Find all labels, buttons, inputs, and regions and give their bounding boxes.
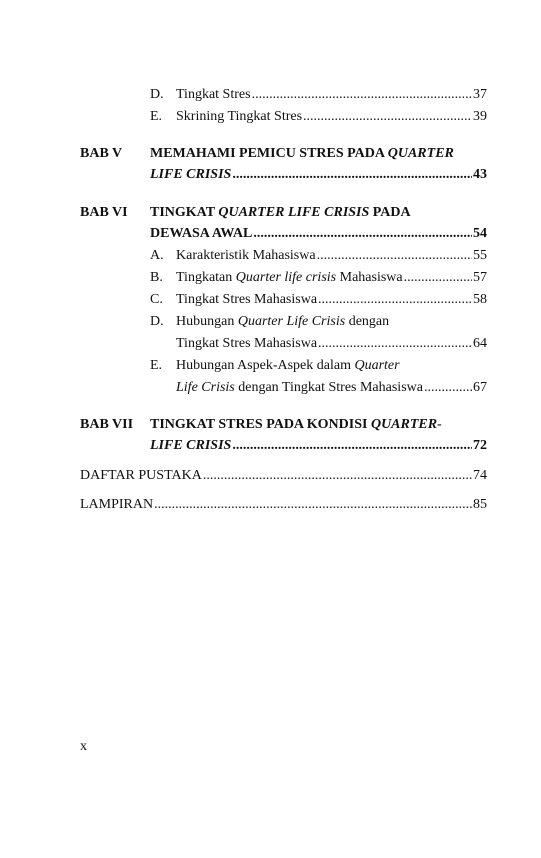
toc-item-letter: D. — [150, 314, 164, 329]
toc-entry-daftar-pustaka[interactable] — [80, 467, 487, 485]
toc-page-number: 64 — [473, 336, 487, 351]
toc-entry-bab-vi[interactable] — [150, 225, 487, 243]
toc-page-number: 55 — [473, 248, 487, 263]
toc-page-number: 58 — [473, 292, 487, 307]
toc-page-number: 43 — [473, 167, 487, 182]
dot-leader — [318, 335, 472, 353]
toc-entry-lampiran[interactable] — [80, 496, 487, 514]
chapter-title-line2: LIFE CRISIS — [150, 167, 232, 182]
toc-item-letter: A. — [150, 248, 164, 263]
dot-leader — [232, 437, 472, 455]
toc-page-number: 67 — [473, 380, 487, 395]
dot-leader — [203, 467, 472, 485]
toc-entry-tingkat-stres-mahasiswa[interactable] — [176, 291, 487, 309]
chapter-title-line1: TINGKAT QUARTER LIFE CRISIS PADA — [150, 205, 411, 220]
toc-entry-label: Tingkat Stres — [176, 87, 251, 102]
dot-leader — [253, 225, 472, 243]
dot-leader — [232, 166, 472, 184]
toc-entry-hubungan-aspek[interactable] — [176, 379, 487, 397]
dot-leader — [404, 269, 472, 287]
toc-entry-label: Karakteristik Mahasiswa — [176, 248, 316, 263]
chapter-title-line2: DEWASA AWAL — [150, 226, 253, 241]
dot-leader — [303, 108, 472, 126]
toc-entry-label-line1: Hubungan Quarter Life Crisis dengan — [176, 314, 390, 329]
chapter-label-bab-vii: BAB VII — [80, 417, 134, 432]
toc-page-number: 39 — [473, 109, 487, 124]
toc-page-number: 74 — [473, 468, 487, 483]
toc-page-number: 37 — [473, 87, 487, 102]
toc-entry-hubungan-qlc-stres[interactable] — [176, 335, 487, 353]
toc-item-letter: E. — [150, 358, 163, 373]
toc-entry-label-line2: Life Crisis dengan Tingkat Stres Mahasiswa — [176, 380, 423, 395]
toc-page-number: 85 — [473, 497, 487, 512]
chapter-label-bab-v: BAB V — [80, 146, 123, 161]
toc-entry-label: Tingkat Stres Mahasiswa — [176, 292, 318, 307]
dot-leader — [318, 291, 472, 309]
chapter-title-line1: MEMAHAMI PEMICU STRES PADA QUARTER — [150, 146, 454, 161]
toc-entry-bab-vii[interactable] — [150, 437, 487, 455]
toc-item-letter: D. — [150, 87, 164, 102]
toc-page-number: 54 — [473, 226, 487, 241]
chapter-title-line1: TINGKAT STRES PADA KONDISI QUARTER- — [150, 417, 442, 432]
toc-entry-label: LAMPIRAN — [80, 497, 154, 512]
page-number: x — [80, 739, 87, 754]
toc-entry-skrining-tingkat-stres[interactable] — [176, 108, 487, 126]
toc-entry-bab-v[interactable] — [150, 166, 487, 184]
dot-leader — [252, 86, 472, 104]
toc-entry-tingkatan-qlc-mahasiswa[interactable] — [176, 269, 487, 287]
toc-item-letter: E. — [150, 109, 163, 124]
chapter-title-line2: LIFE CRISIS — [150, 438, 232, 453]
dot-leader — [154, 496, 472, 514]
toc-page-number: 57 — [473, 270, 487, 285]
dot-leader — [424, 379, 472, 397]
toc-entry-label-line1: Hubungan Aspek-Aspek dalam Quarter — [176, 358, 400, 373]
toc-entry-tingkat-stres[interactable] — [176, 86, 487, 104]
dot-leader — [317, 247, 472, 265]
toc-entry-label: Skrining Tingkat Stres — [176, 109, 303, 124]
toc-item-letter: C. — [150, 292, 163, 307]
toc-entry-label: Tingkatan Quarter life crisis Mahasiswa — [176, 270, 403, 285]
toc-entry-label-line2: Tingkat Stres Mahasiswa — [176, 336, 318, 351]
chapter-label-bab-vi: BAB VI — [80, 205, 128, 220]
toc-page-number: 72 — [473, 438, 487, 453]
toc-item-letter: B. — [150, 270, 163, 285]
toc-entry-label: DAFTAR PUSTAKA — [80, 468, 202, 483]
toc-entry-karakteristik-mahasiswa[interactable] — [176, 247, 487, 265]
